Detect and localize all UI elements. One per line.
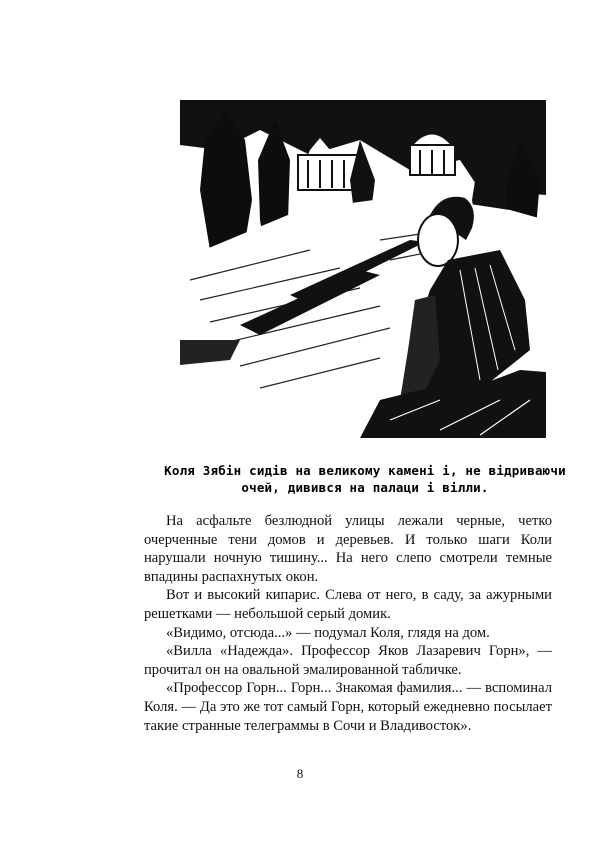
paragraph: Вот и высокий кипарис. Слева от него, в саду, за ажурными решетками — небольшой серый домик. — [144, 587, 552, 622]
caption-line-1: Коля Зябін сидів на великому камені і, не відриваючи — [164, 463, 566, 478]
paragraph: «Профессор Горн... Горн... Знакомая фамилия... — вспоминал Коля. — Да это же тот самый Горн, который ежедневно посылает такие странные телеграммы в Сочи и Владивосток». — [144, 680, 552, 734]
page-number: 8 — [296, 766, 304, 781]
caption-line-2: очей, дивився на палаци і вілли. — [241, 480, 489, 495]
story-text — [144, 512, 552, 735]
illustration-caption — [150, 462, 580, 496]
paragraph: «Видимо, отсюда...» — подумал Коля, глядя на дом. — [166, 624, 490, 641]
illustration-boy-on-rock — [180, 100, 546, 438]
paragraph: «Вилла «Надежда». Профессор Яков Лазаревич Горн», — прочитал он на овальной эмалированной табличке. — [144, 643, 552, 678]
paragraph: На асфальте безлюдной улицы лежали черные, четко очерченные тени домов и деревьев. И только шаги Коли нарушали ночную тишину... На него слепо смотрели темные впадины распахнутых окон. — [144, 513, 552, 585]
